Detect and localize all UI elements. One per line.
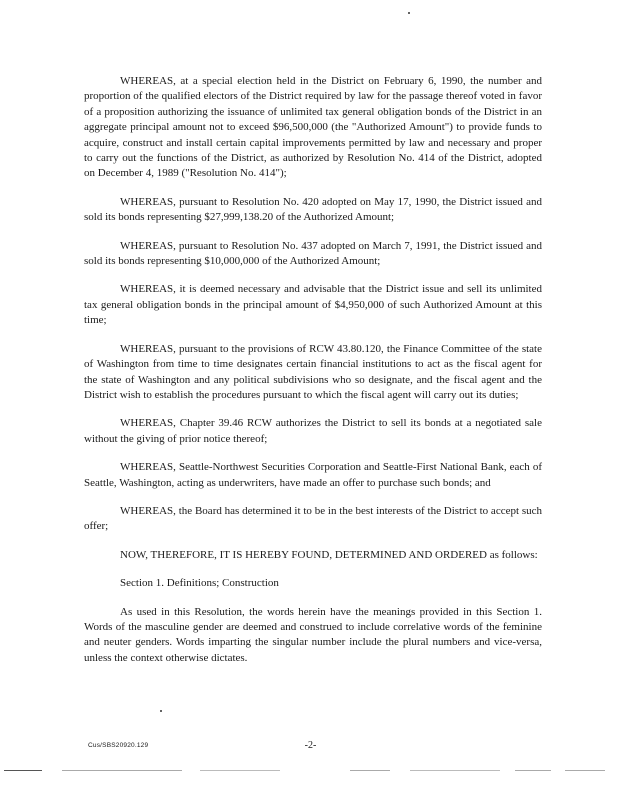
whereas-resolution-437-paragraph: WHEREAS, pursuant to Resolution No. 437 adopted on March 7, 1991, the District issued and sold its bonds representing $10,000,000 of the Authorized Amount; — [84, 239, 542, 268]
whereas-election-paragraph: WHEREAS, at a special election held in the District on February 6, 1990, the number and proportion of the qualified electors of the District required by law for the passage thereof voted in favor of a proposition authorizing the issuance of unlimited tax general obligation bonds of the District in an aggregate principal amount not to exceed $96,500,000 (the "Authorized Amount") to provide funds to acquire, construct and install certain capital improvements permitted by law and necessary and proper to carry out the functions of the District, as authorized by Resolution No. 414 of the District, adopted on December 4, 1989 ("Resolution No. 414"); — [84, 75, 542, 180]
whereas-resolution-420-paragraph: WHEREAS, pursuant to Resolution No. 420 adopted on May 17, 1990, the District issued and sold its bonds representing $27,999,138.20 of the Authorized Amount; — [84, 195, 542, 224]
whereas-underwriters-paragraph: WHEREAS, Seattle-Northwest Securities Corporation and Seattle-First National Bank, each of Seattle, Washington, acting as underwriters, have made an offer to purchase such bonds; and — [84, 461, 542, 489]
scan-speck — [408, 12, 410, 14]
scan-edge-line — [515, 770, 551, 771]
footer-document-code: Cus/SBS20920.129 — [88, 742, 149, 749]
scan-speck — [160, 710, 162, 712]
scan-edge-line — [350, 770, 390, 771]
whereas-fiscal-agent-paragraph: WHEREAS, pursuant to the provisions of RCW 43.80.120, the Finance Committee of the state of Washington from time to time designates certain financial institutions to act as the fiscal agent for the state of Washington and any political subdivisions who so designate, and the fiscal agent and the District wish to establish the procedures pursuant to which the fiscal agent will carry out its duties; — [84, 342, 542, 401]
scan-edge-line — [4, 770, 42, 771]
section-1-heading: Section 1. Definitions; Construction — [120, 577, 279, 590]
page-number: -2- — [304, 740, 317, 751]
whereas-accept-offer-paragraph: WHEREAS, the Board has determined it to be in the best interests of the District to accept such offer; — [84, 504, 542, 533]
now-therefore-paragraph: NOW, THEREFORE, IT IS HEREBY FOUND, DETERMINED AND ORDERED as follows: — [120, 548, 538, 561]
scan-edge-line — [62, 770, 182, 771]
scan-edge-line — [565, 770, 605, 771]
document-body — [84, 74, 542, 679]
whereas-issue-bonds-paragraph: WHEREAS, it is deemed necessary and advisable that the District issue and sell its unlimited tax general obligation bonds in the principal amount of $4,950,000 of such Authorized Amount at this time; — [84, 283, 542, 327]
scan-edge-line — [410, 770, 500, 771]
section-1-paragraph: As used in this Resolution, the words herein have the meanings provided in this Section 1. Words of the masculine gender are deemed and construed to include correlative words of the feminine and neuter genders. Words imparting the singular number include the plural numbers and vice-versa, unless the context otherwise dictates. — [84, 605, 542, 664]
scan-edge-line — [200, 770, 280, 771]
whereas-negotiated-sale-paragraph: WHEREAS, Chapter 39.46 RCW authorizes the District to sell its bonds at a negotiated sale without the giving of prior notice thereof; — [84, 417, 542, 445]
